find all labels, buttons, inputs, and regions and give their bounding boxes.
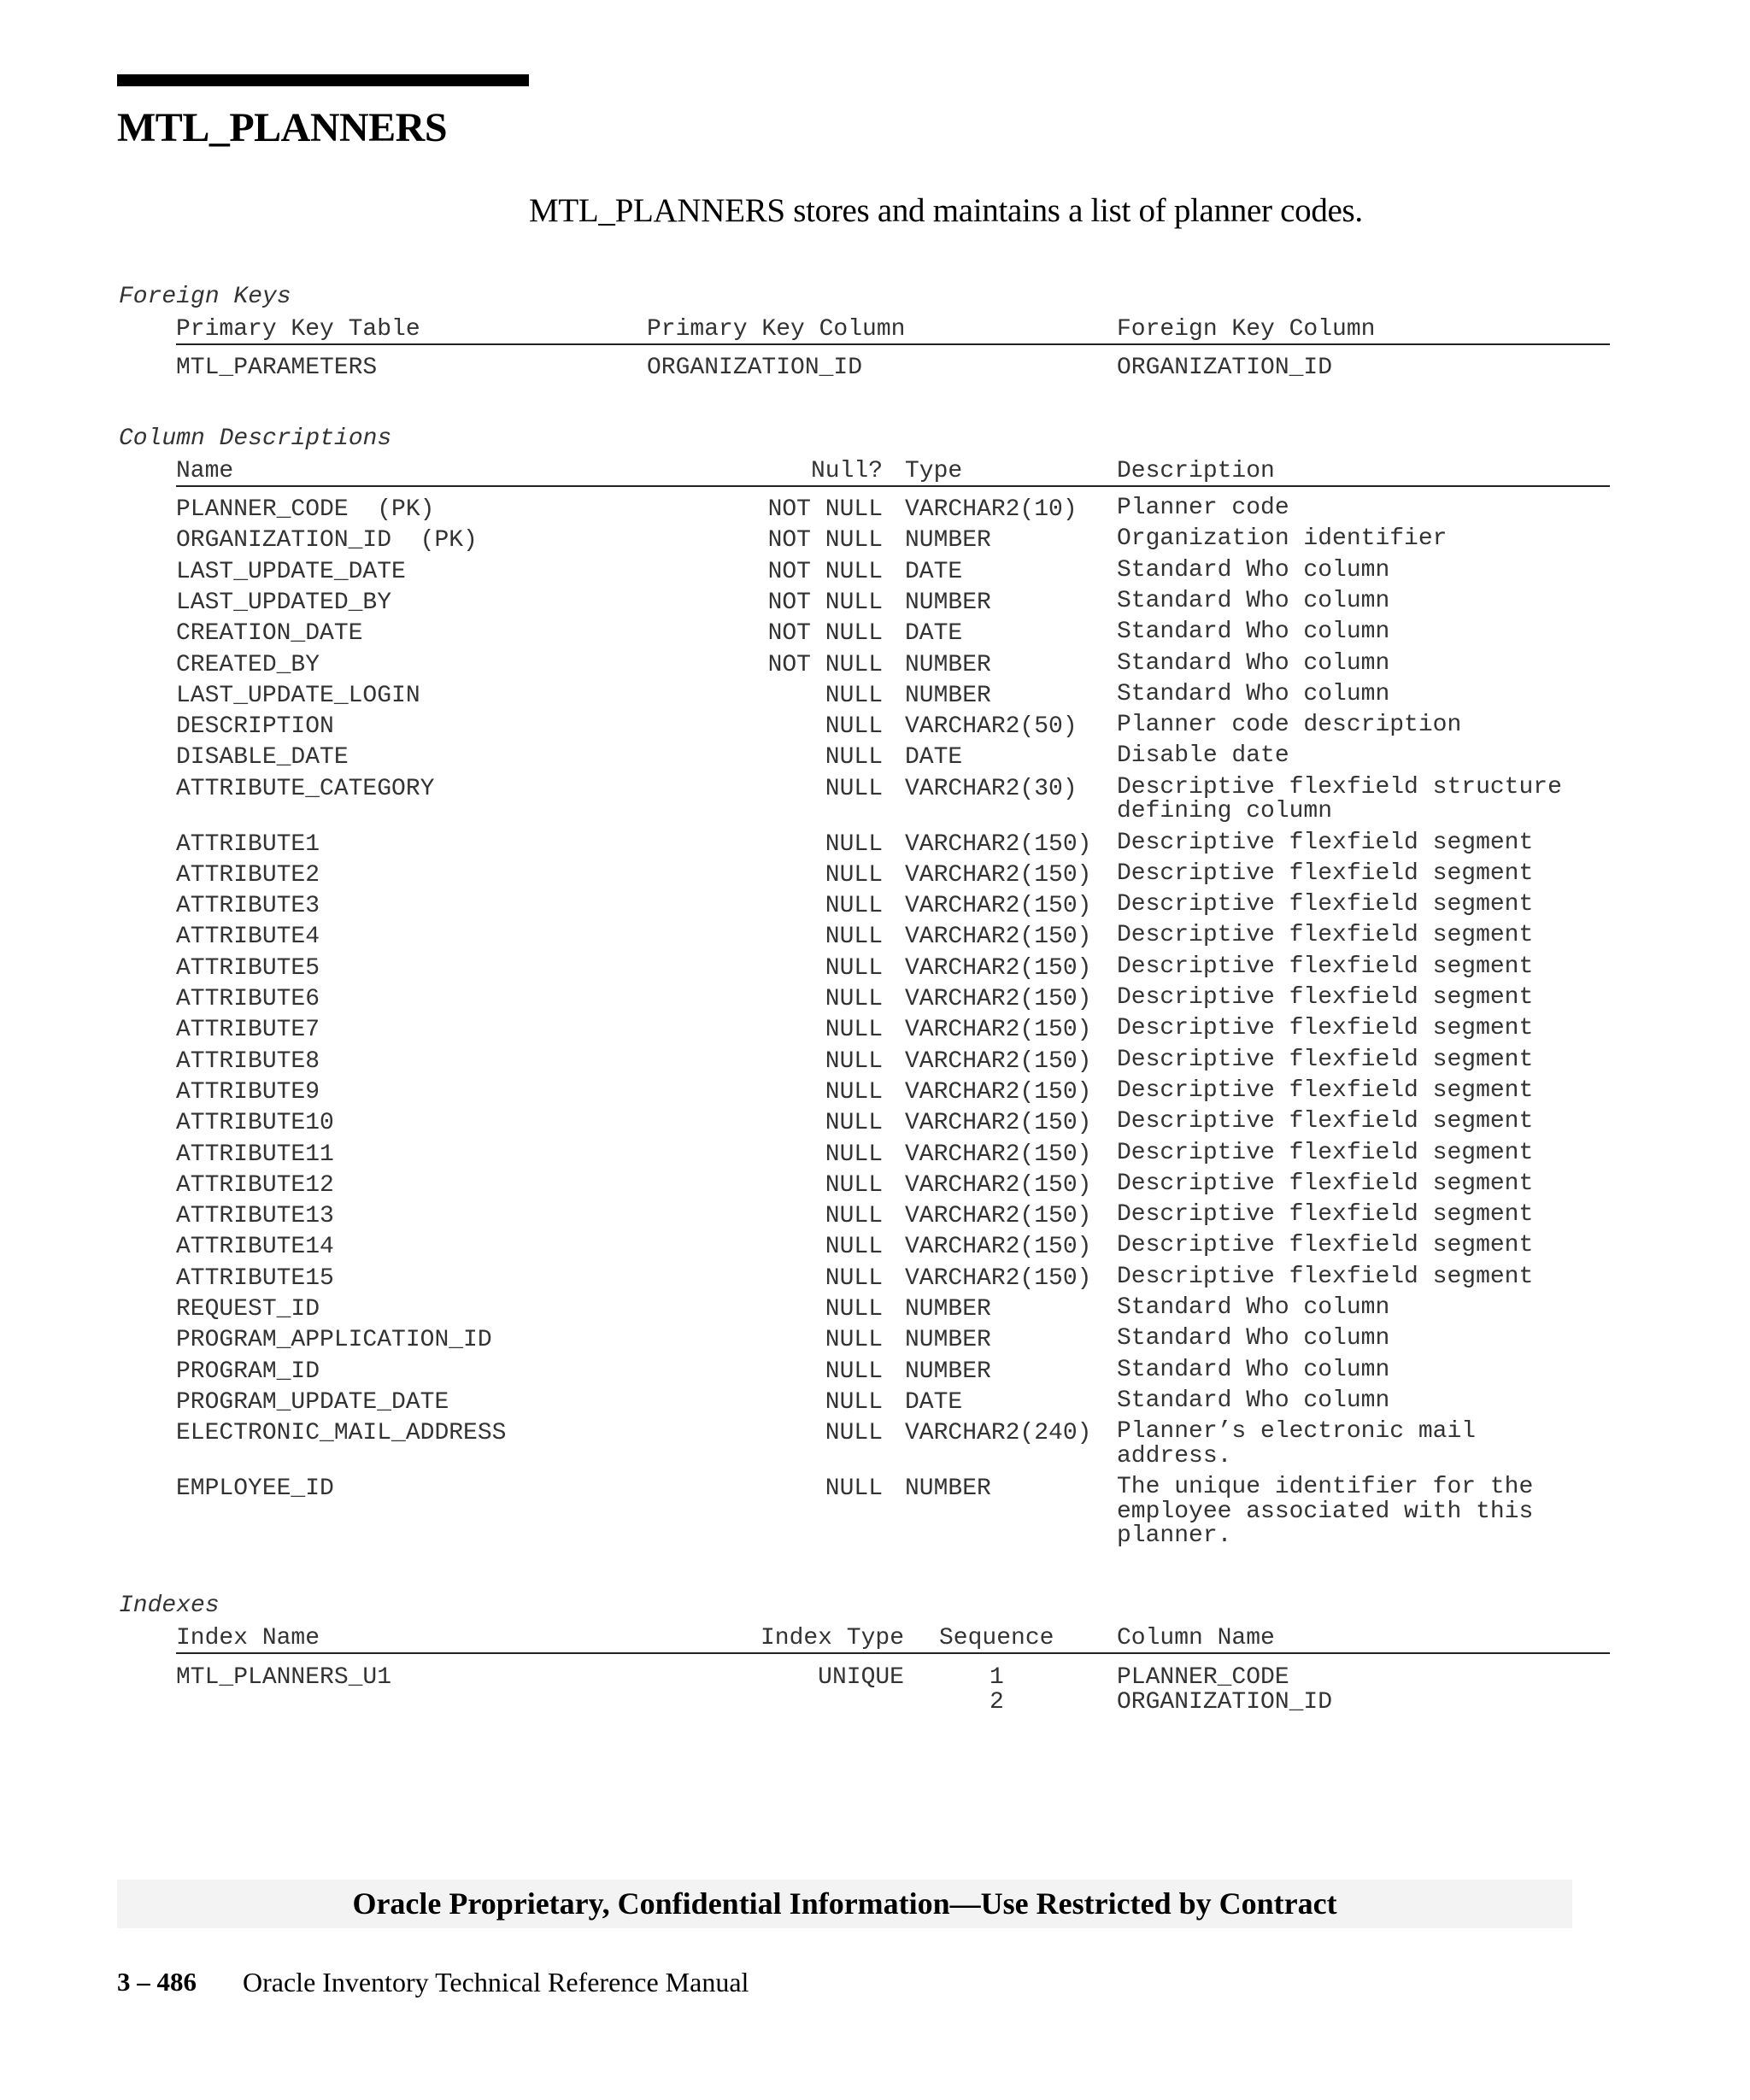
idx-cell-name: MTL_PLANNERS_U1 — [176, 1664, 392, 1691]
column-null: NULL — [825, 1047, 883, 1075]
table-row — [0, 1474, 1750, 1549]
fk-header-fk-column: Foreign Key Column — [1117, 316, 1376, 343]
column-description: Organization identifier — [1117, 525, 1448, 553]
column-type: VARCHAR2(150) — [905, 1078, 1092, 1106]
column-description: Standard Who column — [1117, 619, 1390, 646]
column-type: NUMBER — [905, 651, 991, 678]
column-type: VARCHAR2(150) — [905, 830, 1092, 858]
column-type: NUMBER — [905, 1296, 991, 1323]
column-name: ATTRIBUTE4 — [176, 924, 320, 951]
foreign-keys-label: Foreign Keys — [119, 284, 291, 310]
column-description: Standard Who column — [1117, 680, 1390, 707]
column-type: NUMBER — [905, 1475, 991, 1502]
table-row — [0, 527, 1750, 558]
column-name: ATTRIBUTE12 — [176, 1171, 334, 1199]
column-name: ATTRIBUTE6 — [176, 986, 320, 1012]
column-type: VARCHAR2(50) — [905, 713, 1078, 741]
column-description: Descriptive flexfield segment — [1117, 1201, 1534, 1229]
column-type: VARCHAR2(30) — [905, 775, 1078, 802]
fk-header-pk-table: Primary Key Table — [176, 316, 420, 343]
table-row — [0, 1358, 1750, 1389]
idx-header-sequence: Sequence — [939, 1625, 1054, 1651]
column-description: Descriptive flexfield segment — [1117, 1232, 1534, 1259]
table-row — [0, 1017, 1750, 1047]
table-row — [0, 587, 1750, 620]
column-description: The unique identifier for the employee associated with this planner. — [1117, 1474, 1534, 1549]
column-name: CREATION_DATE — [176, 620, 363, 648]
page-number: 3 – 486 — [117, 1967, 197, 1997]
column-type: DATE — [905, 1388, 963, 1416]
column-null: NULL — [825, 1234, 883, 1261]
idx-cell-column-2: ORGANIZATION_ID — [1117, 1689, 1333, 1716]
idx-header-rule — [176, 1652, 1610, 1654]
column-description: Standard Who column — [1117, 587, 1390, 614]
column-null: NULL — [825, 1358, 883, 1385]
column-null: NULL — [825, 924, 883, 951]
column-name: ATTRIBUTE1 — [176, 830, 320, 858]
column-description: Descriptive flexfield segment — [1117, 829, 1534, 856]
fk-cell-fk-column: ORGANIZATION_ID — [1117, 355, 1333, 381]
column-name: DESCRIPTION — [176, 713, 334, 741]
column-null: NULL — [825, 893, 883, 920]
column-name: LAST_UPDATE_DATE — [176, 558, 406, 585]
table-row — [0, 1203, 1750, 1234]
column-name: ATTRIBUTE8 — [176, 1047, 320, 1075]
column-name: ATTRIBUTE10 — [176, 1110, 334, 1137]
column-null: NULL — [825, 1171, 883, 1199]
column-null: NULL — [825, 1078, 883, 1106]
column-name: CREATED_BY — [176, 651, 320, 678]
column-null: NULL — [825, 1475, 883, 1502]
column-name: EMPLOYEE_ID — [176, 1475, 334, 1502]
idx-cell-type: UNIQUE — [818, 1664, 904, 1691]
column-description: Descriptive flexfield segment — [1117, 1108, 1534, 1135]
column-null: NULL — [825, 713, 883, 741]
column-description: Standard Who column — [1117, 1294, 1390, 1321]
column-description: Descriptive flexfield segment — [1117, 891, 1534, 918]
manual-title: Oracle Inventory Technical Reference Manual — [243, 1967, 749, 1997]
table-row — [0, 744, 1750, 775]
column-type: NUMBER — [905, 682, 991, 709]
column-type: VARCHAR2(150) — [905, 1141, 1092, 1168]
column-null: NULL — [825, 1264, 883, 1292]
column-description: Descriptive flexfield segment — [1117, 1076, 1534, 1104]
column-null: NULL — [825, 861, 883, 889]
column-type: VARCHAR2(150) — [905, 861, 1092, 889]
table-row — [0, 1418, 1750, 1469]
column-type: VARCHAR2(150) — [905, 1017, 1092, 1044]
column-type: VARCHAR2(10) — [905, 496, 1078, 523]
table-row — [0, 649, 1750, 683]
column-null: NULL — [825, 1110, 883, 1137]
column-name: PLANNER_CODE (PK) — [176, 496, 435, 523]
column-description: Standard Who column — [1117, 1325, 1390, 1352]
column-description: Descriptive flexfield segment — [1117, 1139, 1534, 1166]
column-description: Standard Who column — [1117, 1356, 1390, 1383]
column-null: NOT NULL — [767, 589, 883, 616]
column-name: PROGRAM_UPDATE_DATE — [176, 1388, 449, 1416]
table-row — [0, 1234, 1750, 1264]
column-type: DATE — [905, 744, 963, 771]
column-null: NOT NULL — [767, 558, 883, 585]
column-name: ELECTRONIC_MAIL_ADDRESS — [176, 1420, 507, 1447]
column-type: VARCHAR2(150) — [905, 986, 1092, 1012]
column-name: REQUEST_ID — [176, 1296, 320, 1323]
fk-cell-pk-table: MTL_PARAMETERS — [176, 355, 378, 381]
column-name: LAST_UPDATED_BY — [176, 589, 392, 616]
confidential-notice: Oracle Proprietary, Confidential Information––Use Restricted by Contract — [352, 1886, 1337, 1921]
table-row — [0, 1110, 1750, 1141]
column-name: PROGRAM_ID — [176, 1358, 320, 1385]
column-description: Descriptive flexfield segment — [1117, 922, 1534, 949]
column-description: Planner code description — [1117, 712, 1462, 739]
table-row — [0, 1327, 1750, 1358]
column-null: NULL — [825, 1388, 883, 1416]
column-description: Descriptive flexfield segment — [1117, 953, 1534, 980]
page-title: MTL_PLANNERS — [117, 105, 448, 150]
col-header-name: Name — [176, 458, 234, 484]
column-null: NULL — [825, 1420, 883, 1447]
table-row — [0, 1265, 1750, 1296]
column-description: Standard Who column — [1117, 556, 1390, 584]
column-null: NOT NULL — [767, 496, 883, 523]
column-null: NULL — [825, 744, 883, 771]
col-header-type: Type — [905, 458, 963, 484]
column-type: VARCHAR2(150) — [905, 1110, 1092, 1137]
column-type: VARCHAR2(150) — [905, 1047, 1092, 1075]
column-description: Standard Who column — [1117, 1387, 1390, 1414]
column-type: VARCHAR2(150) — [905, 1234, 1092, 1261]
table-row — [0, 773, 1750, 825]
col-header-null: Null? — [810, 458, 883, 484]
idx-header-type: Index Type — [760, 1625, 904, 1651]
column-name: ATTRIBUTE13 — [176, 1203, 334, 1230]
table-row — [0, 496, 1750, 527]
table-row — [0, 680, 1750, 713]
column-type: VARCHAR2(150) — [905, 954, 1092, 982]
table-row — [0, 859, 1750, 893]
table-row — [0, 1048, 1750, 1079]
column-description: Descriptive flexfield structure defining column — [1117, 773, 1562, 825]
column-name: ATTRIBUTE3 — [176, 893, 320, 920]
column-name: ATTRIBUTE5 — [176, 954, 320, 982]
column-null: NULL — [825, 954, 883, 982]
column-null: NULL — [825, 830, 883, 858]
column-description: Planner code — [1117, 495, 1289, 521]
column-description: Disable date — [1117, 742, 1289, 770]
idx-cell-column-1: PLANNER_CODE — [1117, 1664, 1289, 1691]
column-type: VARCHAR2(150) — [905, 1264, 1092, 1292]
table-row — [0, 556, 1750, 590]
table-row — [0, 1296, 1750, 1327]
column-description: Descriptive flexfield segment — [1117, 1263, 1534, 1290]
column-type: NUMBER — [905, 1327, 991, 1354]
column-description: Descriptive flexfield segment — [1117, 1170, 1534, 1197]
column-null: NULL — [825, 1327, 883, 1354]
column-null: NULL — [825, 986, 883, 1012]
title-rule — [117, 74, 529, 86]
column-null: NULL — [825, 775, 883, 802]
column-name: ATTRIBUTE7 — [176, 1017, 320, 1044]
column-description: Planner’s electronic mail address. — [1117, 1418, 1477, 1469]
column-description: Descriptive flexfield segment — [1117, 859, 1534, 887]
table-row — [0, 713, 1750, 744]
table-row — [0, 986, 1750, 1017]
column-name: ATTRIBUTE11 — [176, 1141, 334, 1168]
table-summary: MTL_PLANNERS stores and maintains a list of planner codes. — [529, 192, 1363, 229]
column-name: LAST_UPDATE_LOGIN — [176, 682, 420, 709]
col-header-description: Description — [1117, 458, 1275, 484]
column-description: Descriptive flexfield segment — [1117, 984, 1534, 1011]
table-row — [0, 924, 1750, 954]
column-description: Standard Who column — [1117, 649, 1390, 677]
column-null: NULL — [825, 1296, 883, 1323]
column-name: ORGANIZATION_ID (PK) — [176, 527, 478, 554]
column-null: NULL — [825, 1141, 883, 1168]
column-description: Descriptive flexfield segment — [1117, 1046, 1534, 1073]
column-name: PROGRAM_APPLICATION_ID — [176, 1327, 492, 1354]
table-row — [0, 1076, 1750, 1110]
column-name: ATTRIBUTE9 — [176, 1078, 320, 1106]
column-name: ATTRIBUTE15 — [176, 1264, 334, 1292]
column-null: NULL — [825, 1017, 883, 1044]
column-description: Descriptive flexfield segment — [1117, 1015, 1534, 1042]
idx-header-column-name: Column Name — [1117, 1625, 1275, 1651]
column-type: VARCHAR2(150) — [905, 924, 1092, 951]
column-type: NUMBER — [905, 527, 991, 554]
column-name: DISABLE_DATE — [176, 744, 349, 771]
column-type: NUMBER — [905, 1358, 991, 1385]
indexes-label: Indexes — [119, 1593, 220, 1619]
table-row — [0, 620, 1750, 651]
idx-header-name: Index Name — [176, 1625, 320, 1651]
col-header-rule — [176, 485, 1610, 487]
column-null: NOT NULL — [767, 620, 883, 648]
column-type: VARCHAR2(240) — [905, 1420, 1092, 1447]
table-row — [0, 1141, 1750, 1172]
table-row — [0, 1389, 1750, 1420]
column-type: VARCHAR2(150) — [905, 1203, 1092, 1230]
table-row — [0, 1172, 1750, 1203]
column-type: DATE — [905, 620, 963, 648]
column-type: VARCHAR2(150) — [905, 1171, 1092, 1199]
fk-header-rule — [176, 343, 1610, 345]
column-type: VARCHAR2(150) — [905, 893, 1092, 920]
column-null: NOT NULL — [767, 527, 883, 554]
table-row — [0, 831, 1750, 862]
column-name: ATTRIBUTE2 — [176, 861, 320, 889]
idx-cell-sequence-2: 2 — [990, 1689, 1004, 1716]
column-null: NULL — [825, 682, 883, 709]
table-row — [0, 955, 1750, 986]
idx-cell-sequence-1: 1 — [990, 1664, 1004, 1691]
column-type: DATE — [905, 558, 963, 585]
column-null: NULL — [825, 1203, 883, 1230]
column-name: ATTRIBUTE14 — [176, 1234, 334, 1261]
fk-header-pk-column: Primary Key Column — [647, 316, 906, 343]
fk-cell-pk-column: ORGANIZATION_ID — [647, 355, 863, 381]
column-null: NOT NULL — [767, 651, 883, 678]
column-descriptions-label: Column Descriptions — [119, 425, 392, 452]
column-type: NUMBER — [905, 589, 991, 616]
column-name: ATTRIBUTE_CATEGORY — [176, 775, 435, 802]
table-row — [0, 893, 1750, 924]
